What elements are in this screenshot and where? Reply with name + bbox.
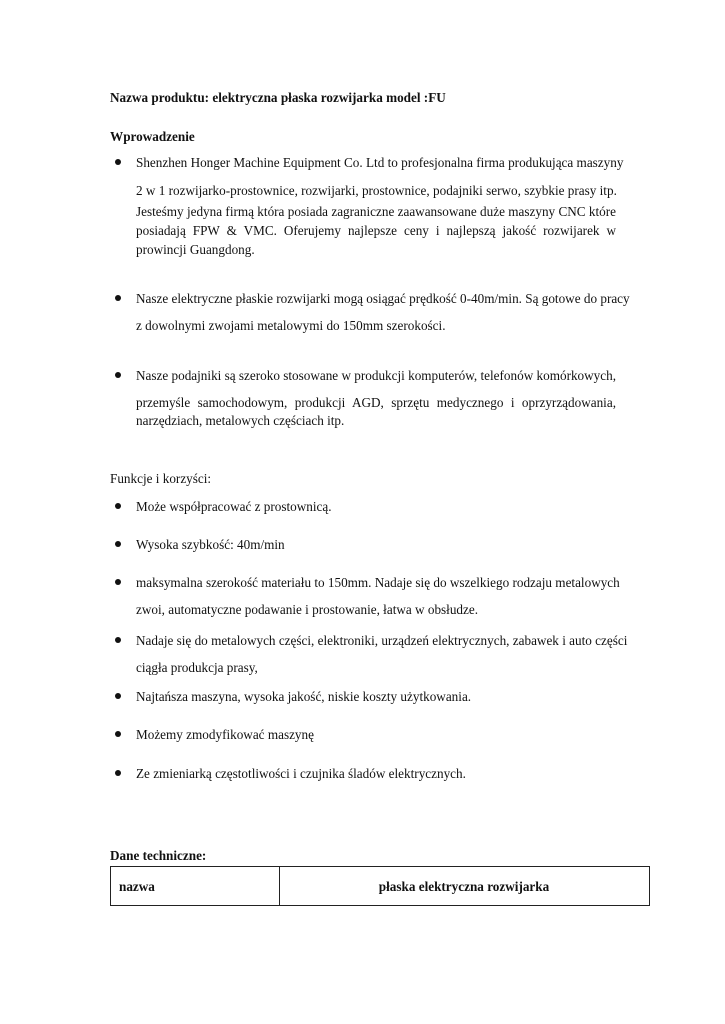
bullet-icon xyxy=(115,579,121,585)
bullet-icon xyxy=(115,693,121,699)
bullet-icon xyxy=(115,731,121,737)
bullet-icon xyxy=(115,159,121,165)
bullet-icon xyxy=(115,503,121,509)
feature-7: Ze zmieniarką częstotliwości i czujnika śladów elektrycznych. xyxy=(136,766,466,781)
features-heading: Funkcje i korzyści: xyxy=(110,471,212,486)
specs-cell-name: nazwa xyxy=(119,879,155,894)
feature-4-line-2: ciągła produkcja prasy, xyxy=(136,660,258,675)
intro-heading: Wprowadzenie xyxy=(110,129,195,144)
bullet-icon xyxy=(115,770,121,776)
bullet-icon xyxy=(115,541,121,547)
intro-bullet-1-line-2: 2 w 1 rozwijarko-prostownice, rozwijarki, prostownice, podajniki serwo, szybkie prasy itp. xyxy=(136,183,617,198)
feature-2: Wysoka szybkość: 40m/min xyxy=(136,537,285,552)
intro-bullet-1-line-1: Shenzhen Honger Machine Equipment Co. Ltd to profesjonalna firma produkująca maszyny xyxy=(136,155,624,170)
specs-table xyxy=(110,866,650,906)
page-title: Nazwa produktu: elektryczna płaska rozwijarka model :FU xyxy=(110,90,446,105)
intro-bullet-3-line-3: narzędziach, metalowych częściach itp. xyxy=(136,413,345,428)
bullet-icon xyxy=(115,372,121,378)
feature-1: Może współpracować z prostownicą. xyxy=(136,499,332,514)
feature-3-line-1: maksymalna szerokość materiału to 150mm. Nadaje się do wszelkiego rodzaju metalowych xyxy=(136,575,620,590)
feature-3-line-2: zwoi, automatyczne podawanie i prostowanie, łatwa w obsłudze. xyxy=(136,602,479,617)
feature-6: Możemy zmodyfikować maszynę xyxy=(136,727,314,742)
intro-bullet-3-line-1: Nasze podajniki są szeroko stosowane w produkcji komputerów, telefonów komórkowych, xyxy=(136,368,617,383)
feature-4-line-1: Nadaje się do metalowych części, elektroniki, urządzeń elektrycznych, zabawek i auto części xyxy=(136,633,628,648)
specs-heading: Dane techniczne: xyxy=(110,848,207,863)
intro-bullet-3-line-2: przemyśle samochodowym, produkcji AGD, sprzętu medycznego i oprzyrządowania, xyxy=(136,395,616,410)
intro-bullet-1-rest: Jesteśmy jedyna firmą która posiada zagraniczne zaawansowane duże maszyny CNC które posiadają FPW & VMC. Oferujemy najlepsze ceny i najlepszą jakość rozwijarek w prowincji Guangdong. xyxy=(136,204,616,257)
specs-cell-value: płaska elektryczna rozwijarka xyxy=(378,879,550,894)
bullet-icon xyxy=(115,637,121,643)
intro-bullet-2-line-2: z dowolnymi zwojami metalowymi do 150mm szerokości. xyxy=(136,318,446,333)
intro-bullet-2-line-1: Nasze elektryczne płaskie rozwijarki mogą osiągać prędkość 0-40m/min. Są gotowe do pracy xyxy=(136,291,630,306)
bullet-icon xyxy=(115,295,121,301)
feature-5: Najtańsza maszyna, wysoka jakość, niskie koszty użytkowania. xyxy=(136,689,472,704)
